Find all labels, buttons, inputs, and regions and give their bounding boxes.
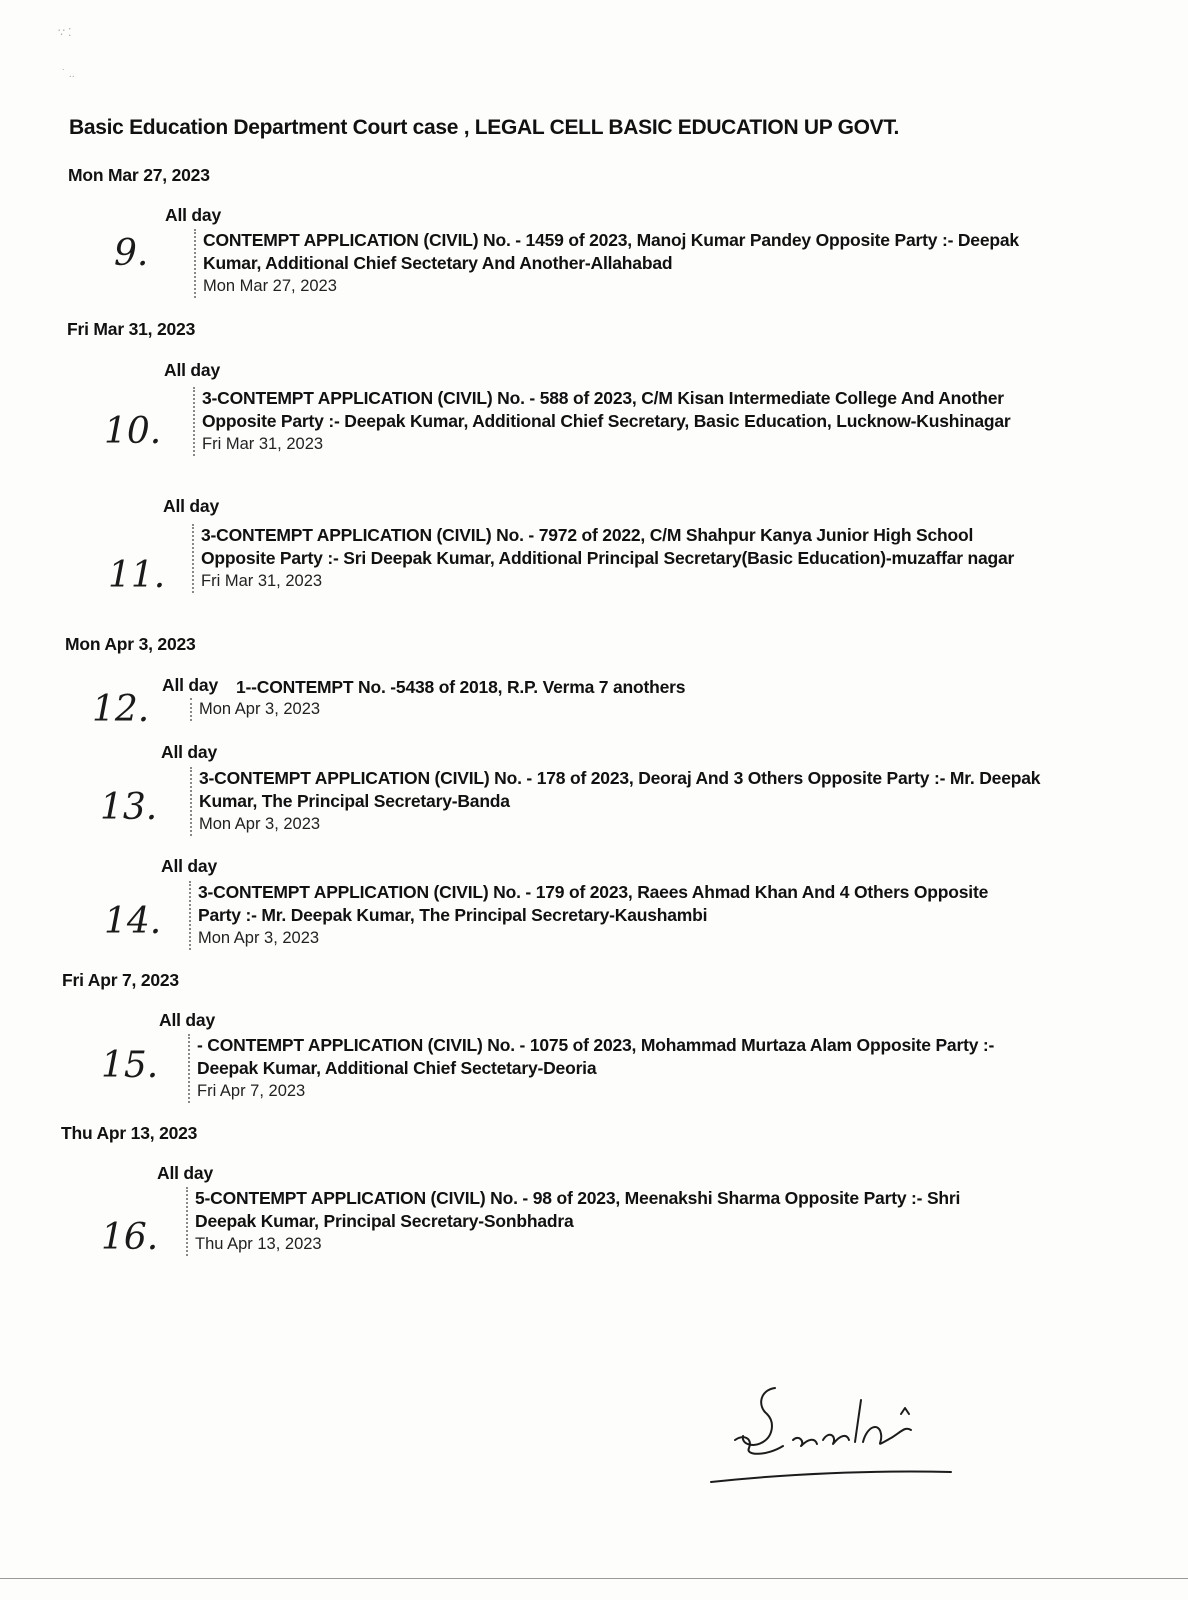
handwritten-number: 15. bbox=[101, 1045, 159, 1086]
all-day-label: All day bbox=[165, 205, 221, 225]
all-day-label: All day bbox=[162, 675, 218, 695]
entry-title: 3-CONTEMPT APPLICATION (CIVIL) No. - 179 of 2023, Raees Ahmad Khan And 4 Others Opposite Party :- Mr. Deepak Kumar, The Principal Secretary-Kaushambi bbox=[198, 882, 989, 925]
entry-date: Fri Apr 7, 2023 bbox=[197, 1082, 306, 1100]
entry-date: Mon Apr 3, 2023 bbox=[190, 698, 790, 721]
handwritten-number: 9. bbox=[114, 233, 149, 274]
scan-speck: ∵ ⁚ bbox=[58, 27, 72, 39]
scan-speck: ˙ .. bbox=[62, 68, 75, 80]
entry-date: Fri Mar 31, 2023 bbox=[201, 572, 323, 590]
calendar-entry bbox=[193, 387, 1072, 456]
handwritten-signature bbox=[705, 1378, 960, 1498]
entry-date: Mon Mar 27, 2023 bbox=[203, 277, 337, 295]
all-day-label: All day bbox=[157, 1163, 213, 1183]
handwritten-number: 13. bbox=[100, 787, 158, 828]
calendar-entry bbox=[190, 767, 1059, 836]
all-day-label: All day bbox=[161, 856, 217, 876]
page-title: Basic Education Department Court case , LEGAL CELL BASIC EDUCATION UP GOVT. bbox=[69, 116, 900, 139]
entry-title: - CONTEMPT APPLICATION (CIVIL) No. - 1075 of 2023, Mohammad Murtaza Alam Opposite Party :- Deepak Kumar, Additional Chief Sectetary-Deoria bbox=[197, 1035, 995, 1078]
entry-date: Fri Mar 31, 2023 bbox=[202, 435, 324, 453]
all-day-label: All day bbox=[161, 742, 217, 762]
all-day-label: All day bbox=[164, 360, 220, 380]
all-day-label: All day bbox=[163, 496, 219, 516]
entry-title: 3-CONTEMPT APPLICATION (CIVIL) No. - 588 of 2023, C/M Kisan Intermediate College And Another Opposite Party :- Deepak Kumar, Additional Chief Secretary, Basic Education, Lucknow-Kushinagar bbox=[202, 388, 1011, 431]
date-header: Fri Mar 31, 2023 bbox=[67, 319, 196, 339]
calendar-entry bbox=[189, 881, 1008, 950]
calendar-entry bbox=[188, 1034, 1037, 1103]
handwritten-number: 10. bbox=[104, 411, 162, 452]
handwritten-number: 12. bbox=[92, 689, 150, 730]
all-day-label: All day bbox=[159, 1010, 215, 1030]
entry-title: CONTEMPT APPLICATION (CIVIL) No. - 1459 of 2023, Manoj Kumar Pandey Opposite Party :- Deepak Kumar, Additional Chief Sectetary And Another-Allahabad bbox=[203, 230, 1019, 273]
entry-title: 5-CONTEMPT APPLICATION (CIVIL) No. - 98 of 2023, Meenakshi Sharma Opposite Party :- Shri Deepak Kumar, Principal Secretary-Sonbhadra bbox=[195, 1188, 961, 1231]
entry-date: Mon Apr 3, 2023 bbox=[198, 929, 320, 947]
handwritten-number: 14. bbox=[104, 901, 162, 942]
entry-title: 3-CONTEMPT APPLICATION (CIVIL) No. - 7972 of 2022, C/M Shahpur Kanya Junior High School Opposite Party :- Sri Deepak Kumar, Additional Principal Secretary(Basic Education)-muzaffar nagar bbox=[201, 525, 1015, 568]
entry-date: Thu Apr 13, 2023 bbox=[195, 1235, 322, 1253]
date-header: Mon Apr 3, 2023 bbox=[65, 634, 196, 654]
entry-title: 3-CONTEMPT APPLICATION (CIVIL) No. - 178 of 2023, Deoraj And 3 Others Opposite Party :- Mr. Deepak Kumar, The Principal Secretary-Banda bbox=[199, 768, 1041, 811]
date-header: Mon Mar 27, 2023 bbox=[68, 165, 210, 185]
calendar-entry bbox=[190, 677, 790, 721]
date-header: Thu Apr 13, 2023 bbox=[61, 1123, 198, 1143]
date-header: Fri Apr 7, 2023 bbox=[62, 970, 179, 990]
calendar-entry bbox=[192, 524, 1051, 593]
entry-title: 1--CONTEMPT No. -5438 of 2018, R.P. Verma 7 anothers bbox=[236, 677, 686, 697]
calendar-entry bbox=[186, 1187, 1025, 1256]
scan-edge-line bbox=[0, 1578, 1188, 1579]
entry-date: Mon Apr 3, 2023 bbox=[199, 815, 321, 833]
handwritten-number: 11. bbox=[108, 555, 166, 596]
handwritten-number: 16. bbox=[101, 1217, 159, 1258]
calendar-entry bbox=[194, 229, 1063, 298]
